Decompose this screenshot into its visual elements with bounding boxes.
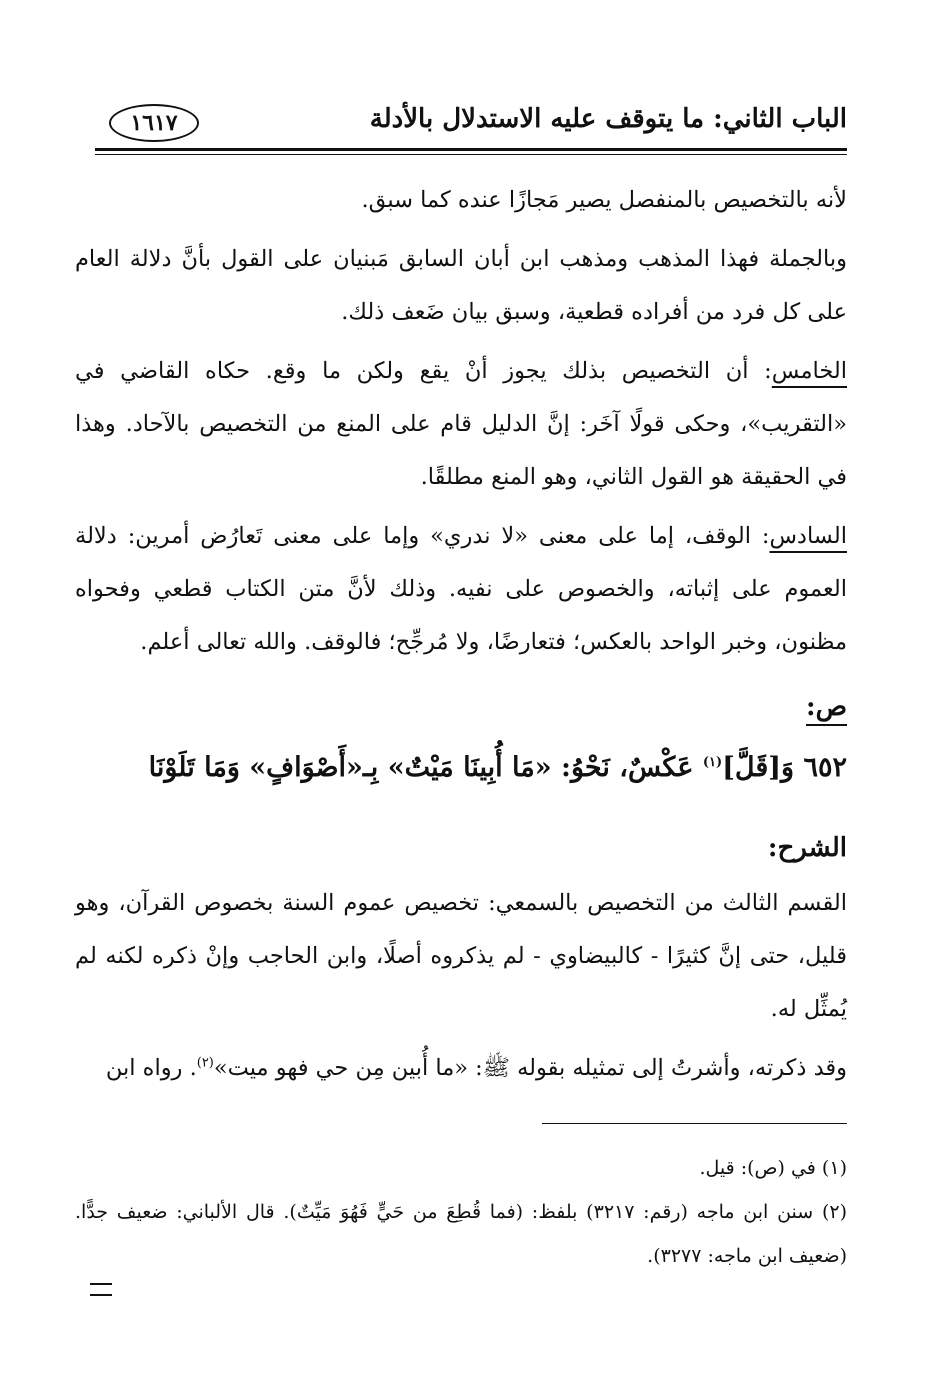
main-text bbox=[75, 174, 847, 1095]
paragraph-3-text: : أن التخصيص بذلك يجوز أنْ يقع ولكن ما وقع. حكاه القاضي في «التقريب»، وحكى قولًا آخَر: إنَّ الدليل قام على المنع من التخصيص بالآحاد. وهذا في الحقيقة هو القول الثاني، وهو المنع مطلقًا. bbox=[75, 358, 847, 490]
page-number-badge: ١٦١٧ bbox=[109, 104, 199, 142]
verse-line bbox=[75, 737, 847, 799]
header-rule-thick bbox=[95, 148, 847, 151]
paragraph-6-text: وقد ذكرته، وأشرتُ إلى تمثيله بقوله ﷺ: «ما أُبين مِن حي فهو ميت» bbox=[213, 1055, 847, 1081]
term-fifth: الخامس bbox=[771, 358, 847, 384]
sharh-section-label: الشرح: bbox=[767, 833, 847, 863]
verse-rest: عَكْسٌ، نَحْوُ: «مَا أُبِينَا مَيْتٌ» بِـ«أَصْوَافٍ» وَمَا تَلَوْنَا bbox=[148, 752, 703, 783]
paragraph-sixth-opinion bbox=[75, 510, 847, 669]
matn-section-label: ص: bbox=[805, 692, 847, 722]
verse-footnote-ref: (١) bbox=[702, 755, 723, 770]
paragraph-fifth-opinion bbox=[75, 345, 847, 504]
footnote-separator bbox=[542, 1123, 847, 1124]
paragraph-2: وبالجملة فهذا المذهب ومذهب ابن أبان السابق مَبنيان على القول بأنَّ دلالة العام على كل فرد من أفراده قطعية، وسبق بيان ضَعف ذلك. bbox=[75, 246, 847, 325]
footnote-2: (٢) سنن ابن ماجه (رقم: ٣٢١٧) بلفظ: (فما قُطِعَ من حَيٍّ فَهُوَ مَيِّتٌ). قال الألباني: ضعيف جدًّا. (ضعيف ابن ماجه: ٣٢٧٧). bbox=[75, 1201, 847, 1267]
continuation-mark bbox=[90, 1283, 112, 1296]
hadith-footnote-ref: (٢) bbox=[196, 1055, 214, 1071]
paragraph-5: القسم الثالث من التخصيص بالسمعي: تخصيص عموم السنة بخصوص القرآن، وهو قليل، حتى إنَّ كثيرًا - كالبيضاوي - لم يذكروه أصلًا، وابن الحاجب وإنْ ذكره لكنه لم يُمثِّل له. bbox=[75, 890, 847, 1022]
page-header bbox=[95, 100, 847, 146]
header-rule-thin bbox=[95, 154, 847, 155]
paragraph-4-text: : الوقف، إما على معنى «لا ندري» وإما على معنى تَعارُض أمرين: دلالة العموم على إثباته، والخصوص على نفيه. وذلك لأنَّ متن الكتاب قطعي وفحواه مظنون، وخبر الواحد بالعكس؛ فتعارضًا، ولا مُرجِّح؛ فالوقف. والله تعالى أعلم. bbox=[75, 523, 847, 655]
paragraph-6-tail: . رواه ابن bbox=[105, 1055, 197, 1081]
footnotes bbox=[75, 1146, 847, 1278]
verse-start: ٦٥٢ وَ[قَلَّ] bbox=[722, 752, 847, 783]
paragraph-1: لأنه بالتخصيص بالمنفصل يصير مَجازًا عنده كما سبق. bbox=[361, 187, 847, 213]
footnote-1: (١) في (ص): قيل. bbox=[699, 1157, 847, 1179]
chapter-title: الباب الثاني: ما يتوقف عليه الاستدلال بالأدلة bbox=[369, 104, 847, 134]
term-sixth: السادس bbox=[769, 523, 847, 549]
paragraph-6 bbox=[75, 1042, 847, 1095]
